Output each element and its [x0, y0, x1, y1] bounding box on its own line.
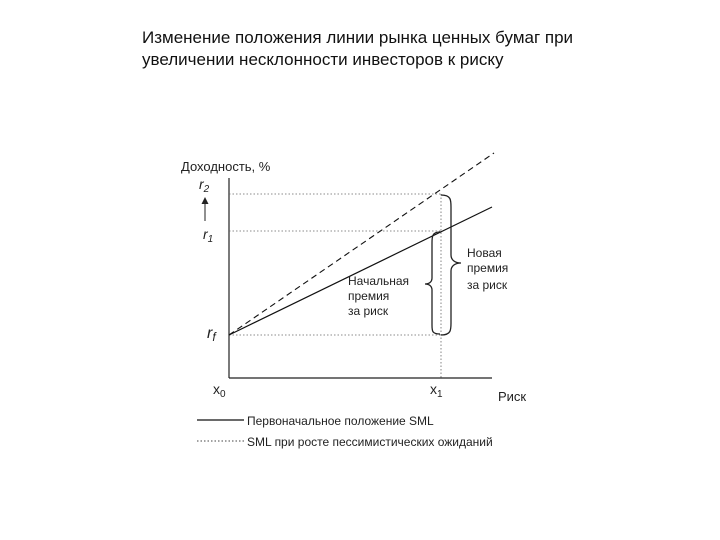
shift-arrow-head [202, 197, 209, 204]
legend-dotted-label: SML при росте пессимистических ожиданий [247, 435, 493, 449]
title-line-1: Изменение положения линии рынка ценных бумаг при [142, 28, 574, 47]
tick-x0: $x_0$ [213, 381, 226, 400]
initial-premium-label: Начальная премия за риск [348, 274, 410, 318]
tick-r1: $r_1$ [203, 226, 214, 245]
legend-solid-label: Первоначальное положение SML [247, 414, 434, 428]
title-line-2: увеличении несклонности инвесторов к риску [142, 50, 504, 69]
initial-premium-brace [425, 232, 440, 334]
new-premium-brace [441, 195, 461, 335]
tick-x1: $x_1$ [430, 381, 443, 400]
x-axis-label: Риск [498, 389, 527, 404]
y-axis-label: Доходность, % [181, 159, 271, 174]
tick-r2: $r_2$ [199, 176, 210, 195]
new-premium-label: Новая премия за риск [467, 246, 509, 292]
tick-rf: rf [207, 325, 216, 344]
